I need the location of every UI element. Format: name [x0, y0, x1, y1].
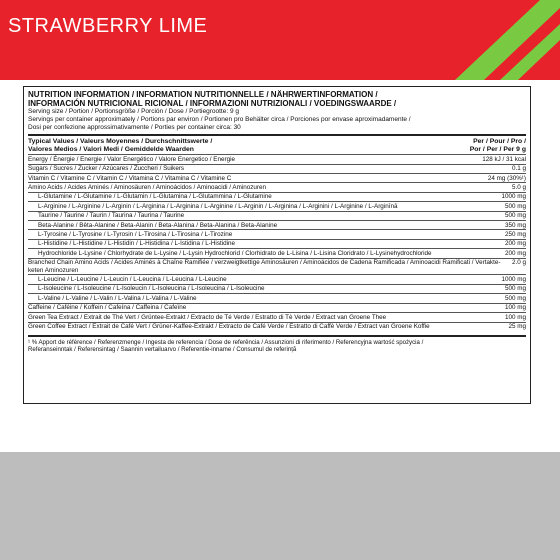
nutrient-value: 500 mg — [504, 294, 526, 302]
nutrient-row — [28, 322, 526, 331]
serving-line: Dosi per confezione approssimativamente / Porties per container circa: 30 — [28, 123, 241, 131]
column-headers — [28, 137, 526, 154]
nutrient-value: 200 mg — [504, 249, 526, 257]
nutrient-row — [28, 293, 526, 302]
nutrient-label: Green Tea Extract / Extrait de Thé Vert / Grüntee-Extrakt / Extracto de Té Verde / Estratto di Tè Verde / Extract van Groene Thee — [28, 313, 387, 321]
nutrient-value: 24 mg (30%¹) — [487, 174, 526, 182]
values-header-line: Valores Medios / Valori Medi / Gemiddelde Waarden — [28, 146, 194, 154]
nutrient-value: 0.1 g — [511, 165, 526, 173]
nutrient-label: L-Valine / L-Valine / L-Valin / L-Valina / L-Valina / L-Valine — [38, 294, 197, 302]
nutrient-value: 25 mg — [508, 323, 526, 330]
nutrient-value: 100 mg — [504, 313, 526, 321]
nutrient-row — [28, 248, 526, 257]
nutrient-row — [28, 258, 526, 275]
nutrient-row — [28, 154, 526, 163]
flavor-banner — [0, 0, 560, 80]
per-header-line: Por / Per / Per 9 g — [469, 146, 526, 154]
nutrient-value: 350 mg — [504, 221, 526, 229]
nutrient-value: 500 mg — [504, 285, 526, 293]
per-header-line: Per / Pour / Pro / — [473, 138, 526, 146]
nutrient-label: L-Histidine / L-Histidine / L-Histidin / L-Histidina / L-Istidina / L-Histidine — [38, 240, 236, 248]
nutrient-label: Hydrochloride L-Lysine / Chlorhydrate de L-Lysine / L-Lysin Hydrochlorid / Clorhidrato de L-Lisina / L-Lisina Cloridrato / L-Lysinehydrochloride — [38, 249, 432, 257]
nutrient-row — [28, 239, 526, 248]
values-header-line: Typical Values / Valeurs Moyennes / Durchschnittswerte / — [28, 138, 213, 146]
nutrient-value: 2.0 g — [511, 259, 526, 267]
nutrient-value: 250 mg — [504, 230, 526, 238]
nutrient-value: 500 mg — [504, 202, 526, 210]
footnote-line: ¹ % Apport de référence / Referenzmenge / Ingesta de referencia / Dose de referência / Assunzioni di riferimento / Referencyjna wartość spożycia / — [28, 338, 424, 346]
header-line: NUTRITION INFORMATION / INFORMATION NUTRITIONNELLE / NÄHRWERTINFORMATION / — [28, 90, 378, 99]
serving-line: Servings per container approximately / Portions par environ / Portionen pro Behälter circa / Porciones por envase aproximadamente / — [28, 116, 411, 123]
nutrient-label: L-Glutamine / L-Glutamine / L-Glutamin / L-Glutamina / L-Glutammina / L-Glutamine — [38, 193, 272, 201]
per-serving-header — [470, 138, 526, 154]
nutrient-row — [28, 274, 526, 283]
banner-stripe-graphic — [0, 0, 560, 80]
nutrient-value: 5.0 g — [511, 183, 526, 191]
serving-line: Serving size / Portion / Portionsgröße / Porción / Dose / Portiegrootte: 9 g — [28, 108, 239, 116]
nutrition-panel — [23, 86, 531, 404]
nutrient-row — [28, 211, 526, 220]
nutrient-label: Energy / Énergie / Energie / Valor Energético / Valore Energetico / Energie — [28, 155, 235, 163]
nutrient-row — [28, 201, 526, 210]
values-header — [28, 138, 212, 154]
nutrient-row — [28, 164, 526, 173]
nutrient-label: L-Isoleucine / L-Isoleucine / L-Isoleucin / L-Isoleucina / L-Isoleucina / L-Isoleucine — [38, 285, 265, 293]
nutrient-value: 128 kJ / 31 kcal — [482, 155, 526, 163]
nutrient-value: 200 mg — [504, 240, 526, 248]
nutrient-label: Taurine / Taurine / Taurin / Taurina / Taurina / Taurine — [38, 212, 185, 220]
nutrient-table — [28, 154, 526, 331]
flavor-title: STRAWBERRY LIME — [8, 15, 208, 37]
serving-info — [28, 108, 526, 131]
nutrient-label: Amino Acids / Acides Aminés / Aminosäuren / Aminoácidos / Aminoacidi / Aminozuren — [28, 183, 267, 191]
nutrient-value: 1000 mg — [501, 275, 526, 283]
nutrient-row — [28, 173, 526, 182]
nutrient-label: L-Leucine / L-Leucine / L-Leucin / L-Leucina / L-Leucina / L-Leucine — [38, 275, 227, 283]
nutrient-value: 100 mg — [504, 304, 526, 312]
nutrition-header — [28, 90, 526, 108]
bottom-grey-band — [0, 452, 560, 560]
nutrient-label: L-Arginine / L-Arginine / L-Arginin / L-Arginina / L-Arginina / L-Arginine / L-Arginin / L-Arginina / L-Arginini / L-Arginine / L-Arginīnā — [38, 202, 398, 210]
header-line: INFORMACIÓN NUTRICIONAL RICIONAL / INFORMAZIONI NUTRIZIONALI / VOEDINGSWAARDE / — [28, 99, 397, 109]
nutrient-label: Branched Chain Amino Acids / Acides Aminés à Chaîne Ramifiée / verzweigtkettige Aminosäuren / Aminoácidos de Cadena Ramificada / Aminoacidi Ramificati / Vertakte-keten Aminozuren — [28, 259, 501, 274]
nutrient-row — [28, 182, 526, 191]
nutrient-value: 500 mg — [504, 212, 526, 220]
footnote — [28, 335, 526, 354]
nutrient-label: Green Coffee Extract / Extrait de Café Vert / Grüner-Kaffee-Extrakt / Extracto de Café Verde / Estratto di Caffè Verde / Extract van Groene Koffie — [28, 323, 430, 330]
nutrient-row — [28, 284, 526, 293]
footnote-line: Referanseinntak / Referensintag / Saannin vertailuarvo / Referentie-inname / Consumul de referință — [28, 346, 297, 354]
divider-thick — [28, 134, 526, 136]
nutrient-label: Sugars / Sucres / Zucker / Azúcares / Zuccheri / Suikers — [28, 165, 185, 173]
nutrient-label: Caffeine / Caféine / Koffein / Cafeína / Caffeina / Cafeïne — [28, 304, 187, 312]
nutrient-row — [28, 312, 526, 321]
nutrient-row — [28, 220, 526, 229]
nutrient-value: 1000 mg — [501, 193, 526, 201]
nutrient-row — [28, 229, 526, 238]
nutrient-label: L-Tyrosine / L-Tyrosine / L-Tyrosin / L-Tirosina / L-Tirosina / L-Tirozine — [38, 230, 233, 238]
nutrient-row — [28, 303, 526, 312]
nutrient-label: Beta-Alanine / Bêta-Alanine / Beta-Alanin / Beta-Alanina / Beta-Alanina / Beta-Alanine — [38, 221, 278, 229]
nutrient-row — [28, 192, 526, 201]
nutrient-label: Vitamin C / Vitamine C / Vitamin C / Vitamina C / Vitamina C / Vitamine C — [28, 174, 232, 182]
